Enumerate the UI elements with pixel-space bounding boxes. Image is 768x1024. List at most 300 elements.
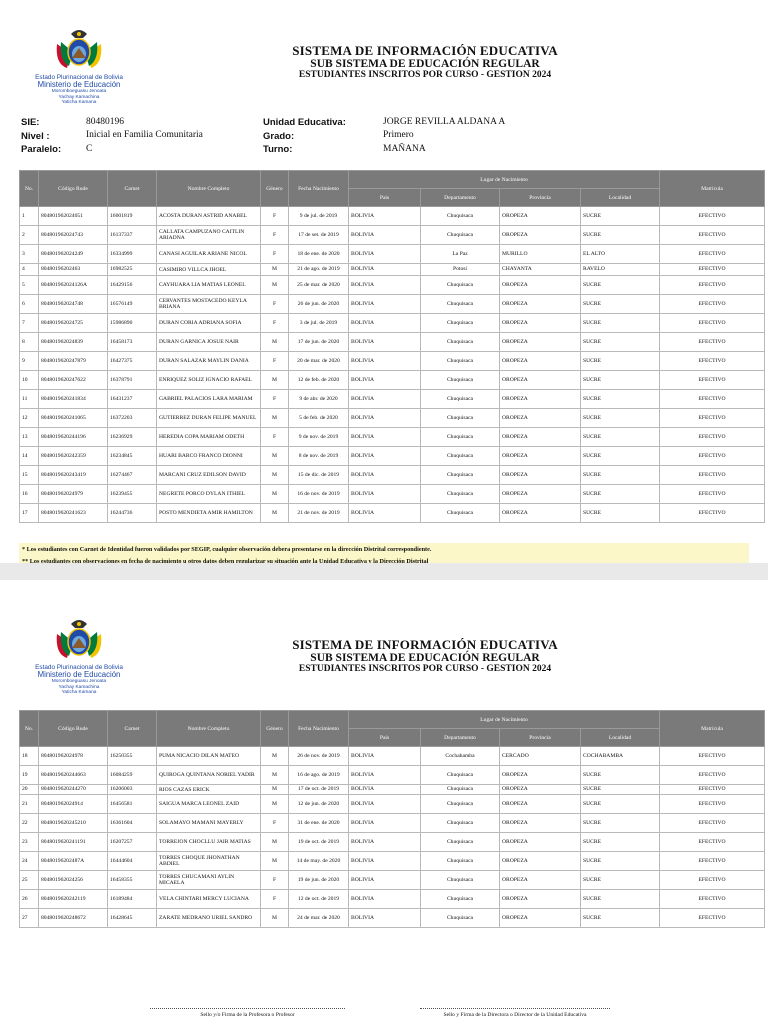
cell-pais: BOLIVIA (349, 833, 421, 852)
cell-provincia: OROPEZA (500, 466, 581, 485)
course-info (0, 114, 768, 158)
cell-matricula: EFECTIVO (660, 833, 765, 852)
table-row (20, 428, 765, 447)
cell-rude: 804801962024051 (39, 207, 108, 226)
unidad-label: Unidad Educativa: (263, 117, 346, 128)
col-fecha: Fecha Nacimiento (289, 711, 349, 747)
cell-nombre: GABRIEL PALACIOS LARA MARIAM (157, 390, 261, 409)
cell-pais: BOLIVIA (349, 295, 421, 314)
cell-fecha: 17 de oct. de 2019 (289, 785, 349, 795)
cell-localidad: SUCRE (581, 226, 660, 245)
cell-matricula: EFECTIVO (660, 428, 765, 447)
cell-departamento: Chuquisaca (421, 871, 500, 890)
cell-localidad: SUCRE (581, 871, 660, 890)
cell-nro: 14 (20, 447, 39, 466)
cell-matricula: EFECTIVO (660, 795, 765, 814)
table-row (20, 785, 765, 795)
director-signature-label: Sello y Firma de la Directora o Director de la Unidad Educativa (443, 1012, 587, 1018)
cell-nro: 9 (20, 352, 39, 371)
col-rude: Código Rude (39, 711, 108, 747)
table-row (20, 795, 765, 814)
cell-departamento: Chuquisaca (421, 207, 500, 226)
col-carnet: Carnet (108, 711, 157, 747)
logo-guarani: Moromboeguasu Jenoata (51, 89, 107, 94)
table-row (20, 390, 765, 409)
cell-matricula: EFECTIVO (660, 245, 765, 264)
cell-provincia: OROPEZA (500, 485, 581, 504)
cell-provincia: OROPEZA (500, 226, 581, 245)
cell-nro: 25 (20, 871, 39, 890)
cell-genero: M (261, 466, 289, 485)
col-carnet: Carnet (108, 171, 157, 207)
cell-nro: 10 (20, 371, 39, 390)
table-row (20, 371, 765, 390)
cell-localidad: SUCRE (581, 428, 660, 447)
cell-matricula: EFECTIVO (660, 333, 765, 352)
col-genero: Género (261, 171, 289, 207)
cell-carnet: 16207257 (108, 833, 157, 852)
cell-localidad: SUCRE (581, 390, 660, 409)
cell-nro: 15 (20, 466, 39, 485)
cell-rude: 8048019620241834 (39, 390, 108, 409)
report-titles (200, 44, 650, 81)
cell-pais: BOLIVIA (349, 466, 421, 485)
note-observations: ** Los estudiantes con observaciones en fecha de nacimiento u otros datos deben regularizar su situación ante la Unidad Educativa y la Dirección Distrital (22, 558, 429, 563)
cell-nro: 16 (20, 485, 39, 504)
cell-nombre: CASIMIRO VILLCA JHOEL (157, 264, 261, 276)
cell-pais: BOLIVIA (349, 207, 421, 226)
cell-nombre: DURAN GARNICA JOSUE NAIR (157, 333, 261, 352)
cell-localidad: SUCRE (581, 295, 660, 314)
cell-departamento: Chuquisaca (421, 371, 500, 390)
sie-value: 80480196 (86, 117, 124, 127)
cell-departamento: Chuquisaca (421, 485, 500, 504)
cell-carnet: 16458355 (108, 871, 157, 890)
cell-fecha: 25 de mar. de 2020 (289, 276, 349, 295)
cell-pais: BOLIVIA (349, 785, 421, 795)
cell-departamento: Chuquisaca (421, 795, 500, 814)
cell-matricula: EFECTIVO (660, 766, 765, 785)
table-row (20, 276, 765, 295)
cell-genero: M (261, 747, 289, 766)
cell-carnet: 16444604 (108, 852, 157, 871)
cell-carnet: 16378791 (108, 371, 157, 390)
cell-fecha: 16 de ago. de 2019 (289, 766, 349, 785)
cell-genero: M (261, 264, 289, 276)
cell-rude: 8048019620242359 (39, 447, 108, 466)
cell-matricula: EFECTIVO (660, 504, 765, 523)
cell-nombre: SOLAMAYO MAMANI MAYERLY (157, 814, 261, 833)
cell-localidad: EL ALTO (581, 245, 660, 264)
cell-rude: 804801962024979 (39, 485, 108, 504)
logo-ministry-name: Ministerio de Educación (37, 80, 121, 89)
cell-localidad: SUCRE (581, 485, 660, 504)
col-provincia: Provincia (500, 189, 581, 207)
cell-fecha: 14 de may. de 2020 (289, 852, 349, 871)
teacher-signature-label: Sello y/o Firma de la Profesora o Profesor (200, 1012, 295, 1018)
cell-matricula: EFECTIVO (660, 352, 765, 371)
cell-pais: BOLIVIA (349, 795, 421, 814)
cell-departamento: Chuquisaca (421, 890, 500, 909)
report-title: SISTEMA DE INFORMACIÓN EDUCATIVA (292, 43, 558, 58)
cell-localidad: SUCRE (581, 795, 660, 814)
table-row (20, 295, 765, 314)
cell-rude: 804801962024743 (39, 226, 108, 245)
cell-genero: F (261, 352, 289, 371)
cell-nombre: NEGRETE PORCO DYLAN ITHIEL (157, 485, 261, 504)
cell-matricula: EFECTIVO (660, 264, 765, 276)
cell-genero: F (261, 890, 289, 909)
note-segip: * Los estudiantes con Carnet de Identidad fueron validados por SEGIP, cualquier observación debera presentarse en la dirección Distrital correspondiente. (22, 546, 432, 553)
col-rude: Código Rude (39, 171, 108, 207)
cell-localidad: SUCRE (581, 909, 660, 928)
table-row (20, 833, 765, 852)
paralelo-value: C (86, 144, 93, 154)
cell-pais: BOLIVIA (349, 352, 421, 371)
col-localidad: Localidad (581, 189, 660, 207)
cell-carnet: 16458173 (108, 333, 157, 352)
cell-genero: F (261, 390, 289, 409)
students-table-page-1 (19, 170, 765, 523)
cell-localidad: SUCRE (581, 447, 660, 466)
cell-genero: M (261, 909, 289, 928)
cell-rude: 8048019620241065 (39, 409, 108, 428)
cell-provincia: OROPEZA (500, 447, 581, 466)
col-pais: País (349, 189, 421, 207)
cell-fecha: 24 de mar. de 2020 (289, 909, 349, 928)
cell-provincia: OROPEZA (500, 504, 581, 523)
cell-fecha: 31 de ene. de 2020 (289, 814, 349, 833)
cell-fecha: 3 de jul. de 2019 (289, 314, 349, 333)
cell-rude: 8048019620245210 (39, 814, 108, 833)
cell-matricula: EFECTIVO (660, 814, 765, 833)
cell-nro: 23 (20, 833, 39, 852)
col-lugar: Lugar de Nacimiento (349, 711, 660, 729)
cell-localidad: SUCRE (581, 276, 660, 295)
cell-localidad: SUCRE (581, 890, 660, 909)
table-row (20, 909, 765, 928)
cell-provincia: MURILLO (500, 245, 581, 264)
cell-genero: M (261, 371, 289, 390)
cell-departamento: Cochabamba (421, 747, 500, 766)
cell-departamento: Chuquisaca (421, 409, 500, 428)
cell-nro: 4 (20, 264, 39, 276)
cell-localidad: SUCRE (581, 766, 660, 785)
cell-provincia: OROPEZA (500, 207, 581, 226)
cell-departamento: Chuquisaca (421, 314, 500, 333)
cell-pais: BOLIVIA (349, 747, 421, 766)
cell-genero: M (261, 447, 289, 466)
cell-matricula: EFECTIVO (660, 852, 765, 871)
director-signature-line (420, 1008, 610, 1009)
cell-fecha: 17 de set. de 2019 (289, 226, 349, 245)
cell-pais: BOLIVIA (349, 485, 421, 504)
cell-nombre: ZARATE MEDRANO URIEL SANDRO (157, 909, 261, 928)
cell-rude: 80480196202487A (39, 852, 108, 871)
director-signature (420, 1008, 610, 1018)
cell-nombre: CALLATA CAMPUZANO CAITLIN ARIADNA (157, 226, 261, 245)
cell-departamento: Potosí (421, 264, 500, 276)
unidad-value: JORGE REVILLA ALDANA A (383, 117, 506, 127)
cell-pais: BOLIVIA (349, 264, 421, 276)
cell-pais: BOLIVIA (349, 909, 421, 928)
cell-rude: 8048019620248672 (39, 909, 108, 928)
cell-carnet: 16239455 (108, 485, 157, 504)
cell-carnet: 16234845 (108, 447, 157, 466)
cell-departamento: Chuquisaca (421, 785, 500, 795)
cell-matricula: EFECTIVO (660, 409, 765, 428)
cell-pais: BOLIVIA (349, 371, 421, 390)
cell-departamento: Chuquisaca (421, 766, 500, 785)
col-provincia: Provincia (500, 729, 581, 747)
cell-rude: 80480196202463 (39, 264, 108, 276)
report-subtitle: SUB SISTEMA DE EDUCACIÓN REGULAR (310, 58, 540, 70)
turno-value: MAÑANA (383, 144, 426, 154)
cell-carnet: 16576149 (108, 295, 157, 314)
cell-nro: 5 (20, 276, 39, 295)
cell-nro: 1 (20, 207, 39, 226)
cell-provincia: OROPEZA (500, 295, 581, 314)
bolivia-coat-of-arms-icon (53, 614, 105, 662)
cell-carnet: 16429156 (108, 276, 157, 295)
cell-carnet: 16244736 (108, 504, 157, 523)
cell-nro: 21 (20, 795, 39, 814)
cell-genero: F (261, 814, 289, 833)
cell-localidad: SUCRE (581, 852, 660, 871)
cell-provincia: OROPEZA (500, 833, 581, 852)
table-row (20, 466, 765, 485)
cell-genero: F (261, 245, 289, 264)
cell-pais: BOLIVIA (349, 890, 421, 909)
col-nombre: Nombre Completo (157, 711, 261, 747)
cell-fecha: 8 de nov. de 2019 (289, 447, 349, 466)
cell-matricula: EFECTIVO (660, 466, 765, 485)
cell-provincia: OROPEZA (500, 276, 581, 295)
cell-localidad: RAVELO (581, 264, 660, 276)
cell-rude: 8048019620244663 (39, 766, 108, 785)
cell-fecha: 26 de nov. de 2019 (289, 747, 349, 766)
cell-matricula: EFECTIVO (660, 485, 765, 504)
cell-rude: 804801962024914 (39, 795, 108, 814)
cell-matricula: EFECTIVO (660, 226, 765, 245)
grado-label: Grado: (263, 131, 295, 142)
logo-aymara: Yaticha Kamana (61, 100, 97, 106)
cell-nro: 20 (20, 785, 39, 795)
cell-provincia: OROPEZA (500, 795, 581, 814)
cell-localidad: SUCRE (581, 314, 660, 333)
cell-provincia: OROPEZA (500, 428, 581, 447)
report-titles (200, 638, 650, 675)
cell-pais: BOLIVIA (349, 428, 421, 447)
cell-provincia: OROPEZA (500, 852, 581, 871)
cell-pais: BOLIVIA (349, 814, 421, 833)
cell-carnet: 16334999 (108, 245, 157, 264)
col-pais: País (349, 729, 421, 747)
cell-localidad: SUCRE (581, 371, 660, 390)
logo-quechua: Yachay Kamachina (58, 94, 100, 100)
cell-genero: F (261, 207, 289, 226)
cell-provincia: OROPEZA (500, 766, 581, 785)
cell-provincia: OROPEZA (500, 314, 581, 333)
cell-pais: BOLIVIA (349, 766, 421, 785)
table-row (20, 264, 765, 276)
cell-carnet: 16001819 (108, 207, 157, 226)
cell-localidad: SUCRE (581, 833, 660, 852)
table-row (20, 504, 765, 523)
cell-nro: 2 (20, 226, 39, 245)
cell-fecha: 9 de abr. de 2020 (289, 390, 349, 409)
cell-matricula: EFECTIVO (660, 276, 765, 295)
report-name: ESTUDIANTES INSCRITOS POR CURSO - GESTION 2024 (298, 70, 552, 80)
cell-rude: 8048019620241623 (39, 504, 108, 523)
cell-nro: 18 (20, 747, 39, 766)
report-title: SISTEMA DE INFORMACIÓN EDUCATIVA (292, 637, 558, 652)
cell-departamento: Chuquisaca (421, 504, 500, 523)
cell-provincia: CERCADO (500, 747, 581, 766)
cell-pais: BOLIVIA (349, 871, 421, 890)
cell-localidad: SUCRE (581, 352, 660, 371)
table-row (20, 352, 765, 371)
col-localidad: Localidad (581, 729, 660, 747)
col-genero: Género (261, 711, 289, 747)
logo-state-name: Estado Plurinacional de Bolivia (35, 74, 123, 81)
cell-departamento: Chuquisaca (421, 466, 500, 485)
col-nro: No. (20, 711, 39, 747)
cell-fecha: 19 de jun. de 2020 (289, 871, 349, 890)
table-row (20, 766, 765, 785)
col-lugar: Lugar de Nacimiento (349, 171, 660, 189)
cell-provincia: CHAYANTA (500, 264, 581, 276)
cell-matricula: EFECTIVO (660, 207, 765, 226)
cell-carnet: 16431237 (108, 390, 157, 409)
cell-departamento: Chuquisaca (421, 226, 500, 245)
cell-genero: F (261, 314, 289, 333)
logo-quechua: Yachay Kamachina (58, 684, 100, 690)
table-row (20, 333, 765, 352)
cell-carnet: 16137337 (108, 226, 157, 245)
cell-rude: 8048019620244196 (39, 428, 108, 447)
table-row (20, 409, 765, 428)
cell-matricula: EFECTIVO (660, 447, 765, 466)
cell-nombre: CAYHUARA LIA MATIAS LEONEL (157, 276, 261, 295)
cell-genero: M (261, 485, 289, 504)
table-row (20, 890, 765, 909)
cell-fecha: 9 de jul. de 2019 (289, 207, 349, 226)
cell-provincia: OROPEZA (500, 390, 581, 409)
cell-fecha: 9 de nov. de 2019 (289, 428, 349, 447)
col-departamento: Departamento (421, 729, 500, 747)
cell-pais: BOLIVIA (349, 504, 421, 523)
cell-rude: 804801962024725 (39, 314, 108, 333)
cell-carnet: 15986890 (108, 314, 157, 333)
cell-departamento: Chuquisaca (421, 833, 500, 852)
cell-nombre: RIOS CAZAS ERICK (157, 785, 261, 795)
cell-matricula: EFECTIVO (660, 871, 765, 890)
cell-genero: F (261, 295, 289, 314)
cell-fecha: 18 de ene. de 2020 (289, 245, 349, 264)
cell-nro: 11 (20, 390, 39, 409)
cell-genero: M (261, 766, 289, 785)
cell-localidad: SUCRE (581, 814, 660, 833)
cell-departamento: Chuquisaca (421, 390, 500, 409)
table-row (20, 447, 765, 466)
cell-nombre: GUTIERREZ DURAN FELIPE MANUEL (157, 409, 261, 428)
cell-localidad: SUCRE (581, 466, 660, 485)
cell-provincia: OROPEZA (500, 814, 581, 833)
table-row (20, 814, 765, 833)
cell-rude: 8048019620244270 (39, 785, 108, 795)
table-row (20, 314, 765, 333)
cell-fecha: 21 de nov. de 2019 (289, 504, 349, 523)
cell-rude: 804801962024839 (39, 333, 108, 352)
cell-carnet: 16236929 (108, 428, 157, 447)
cell-genero: M (261, 409, 289, 428)
report-subtitle: SUB SISTEMA DE EDUCACIÓN REGULAR (310, 652, 540, 664)
cell-genero: F (261, 226, 289, 245)
students-table-page-2 (19, 710, 765, 928)
cell-departamento: Chuquisaca (421, 909, 500, 928)
cell-fecha: 20 de mar. de 2020 (289, 352, 349, 371)
cell-localidad: SUCRE (581, 504, 660, 523)
cell-nombre: VELA CHINTARI MERCY LUCIANA (157, 890, 261, 909)
cell-carnet: 16250355 (108, 747, 157, 766)
cell-carnet: 16361604 (108, 814, 157, 833)
cell-rude: 804801962024978 (39, 747, 108, 766)
cell-genero: M (261, 276, 289, 295)
cell-matricula: EFECTIVO (660, 747, 765, 766)
cell-provincia: OROPEZA (500, 352, 581, 371)
cell-pais: BOLIVIA (349, 447, 421, 466)
cell-genero: M (261, 833, 289, 852)
cell-provincia: OROPEZA (500, 409, 581, 428)
cell-departamento: Chuquisaca (421, 814, 500, 833)
bolivia-coat-of-arms-icon (53, 24, 105, 72)
cell-genero: F (261, 871, 289, 890)
grado-value: Primero (383, 130, 414, 140)
cell-nro: 27 (20, 909, 39, 928)
cell-fecha: 12 de oct. de 2019 (289, 890, 349, 909)
logo-aymara: Yaticha Kamana (61, 690, 97, 696)
cell-fecha: 12 de jun. de 2020 (289, 795, 349, 814)
cell-nombre: CANASI AGUILAR ARIANE NICOL (157, 245, 261, 264)
cell-localidad: SUCRE (581, 409, 660, 428)
cell-localidad: SUCRE (581, 785, 660, 795)
cell-fecha: 5 de feb. de 2020 (289, 409, 349, 428)
report-page-2 (0, 580, 768, 1024)
cell-fecha: 16 de nov. de 2019 (289, 485, 349, 504)
cell-localidad: SUCRE (581, 207, 660, 226)
cell-pais: BOLIVIA (349, 314, 421, 333)
sie-label: SIE: (21, 117, 40, 128)
cell-nombre: TORREJON CHOCLLU JAIR MATIAS (157, 833, 261, 852)
cell-provincia: OROPEZA (500, 333, 581, 352)
cell-localidad: COCHABAMBA (581, 747, 660, 766)
table-row (20, 747, 765, 766)
cell-nro: 3 (20, 245, 39, 264)
cell-nombre: DURAN CORIA ADRIANA SOFIA (157, 314, 261, 333)
cell-nro: 19 (20, 766, 39, 785)
cell-nombre: HUARI BARCO FRANCO DIONNI (157, 447, 261, 466)
cell-localidad: SUCRE (581, 333, 660, 352)
cell-nombre: TORRES CHOQUE JHONATHAN ABDIEL (157, 852, 261, 871)
cell-nombre: TORRES CHUCAMANI AYLIN MICAELA (157, 871, 261, 890)
report-name: ESTUDIANTES INSCRITOS POR CURSO - GESTION 2024 (298, 664, 552, 674)
cell-rude: 804801962024748 (39, 295, 108, 314)
cell-rude: 8048019620241191 (39, 833, 108, 852)
turno-label: Turno: (263, 144, 293, 155)
cell-pais: BOLIVIA (349, 276, 421, 295)
cell-carnet: 16274467 (108, 466, 157, 485)
